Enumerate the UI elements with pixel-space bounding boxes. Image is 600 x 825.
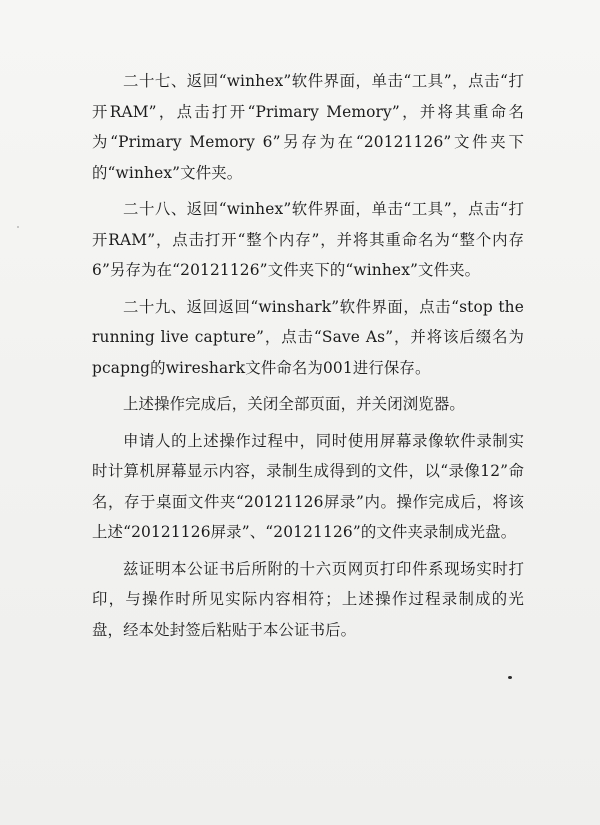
paragraph-screen-recording: 申请人的上述操作过程中，同时使用屏幕录像软件录制实时计算机屏幕显示内容，录制生成得到的文件，以“录像12”命名，存于桌面文件夹“20121126屏录”内。操作完成后，将该上述“20121126屏录”、“20121126”的文件夹录制成光盘。 <box>92 431 524 541</box>
document-body <box>92 66 524 651</box>
scan-speck <box>508 676 512 679</box>
scan-speck <box>17 226 19 228</box>
paragraph-close-browser: 上述操作完成后，关闭全部页面，并关闭浏览器。 <box>123 395 465 413</box>
paragraph-certification: 兹证明本公证书后所附的十六页网页打印件系现场实时打印，与操作时所见实际内容相符；上述操作过程录制成的光盘，经本处封签后粘贴于本公证书后。 <box>92 559 524 639</box>
paragraph-29: 二十九、返回返回“winshark”软件界面，点击“stop the running live capture”，点击“Save As”，并将该后缀名为pcapng的wireshark文件命名为001进行保存。 <box>92 297 524 377</box>
paragraph-27: 二十七、返回“winhex”软件界面，单击“工具”，点击“打开RAM”，点击打开“Primary Memory”，并将其重命名为“Primary Memory 6”另存为在“20121126”文件夹下的“winhex”文件夹。 <box>92 72 524 182</box>
paragraph-28: 二十八、返回“winhex”软件界面，单击“工具”，点击“打开RAM”，点击打开“整个内存”，并将其重命名为“整个内存6”另存为在“20121126”文件夹下的“winhex”文件夹。 <box>92 200 524 279</box>
